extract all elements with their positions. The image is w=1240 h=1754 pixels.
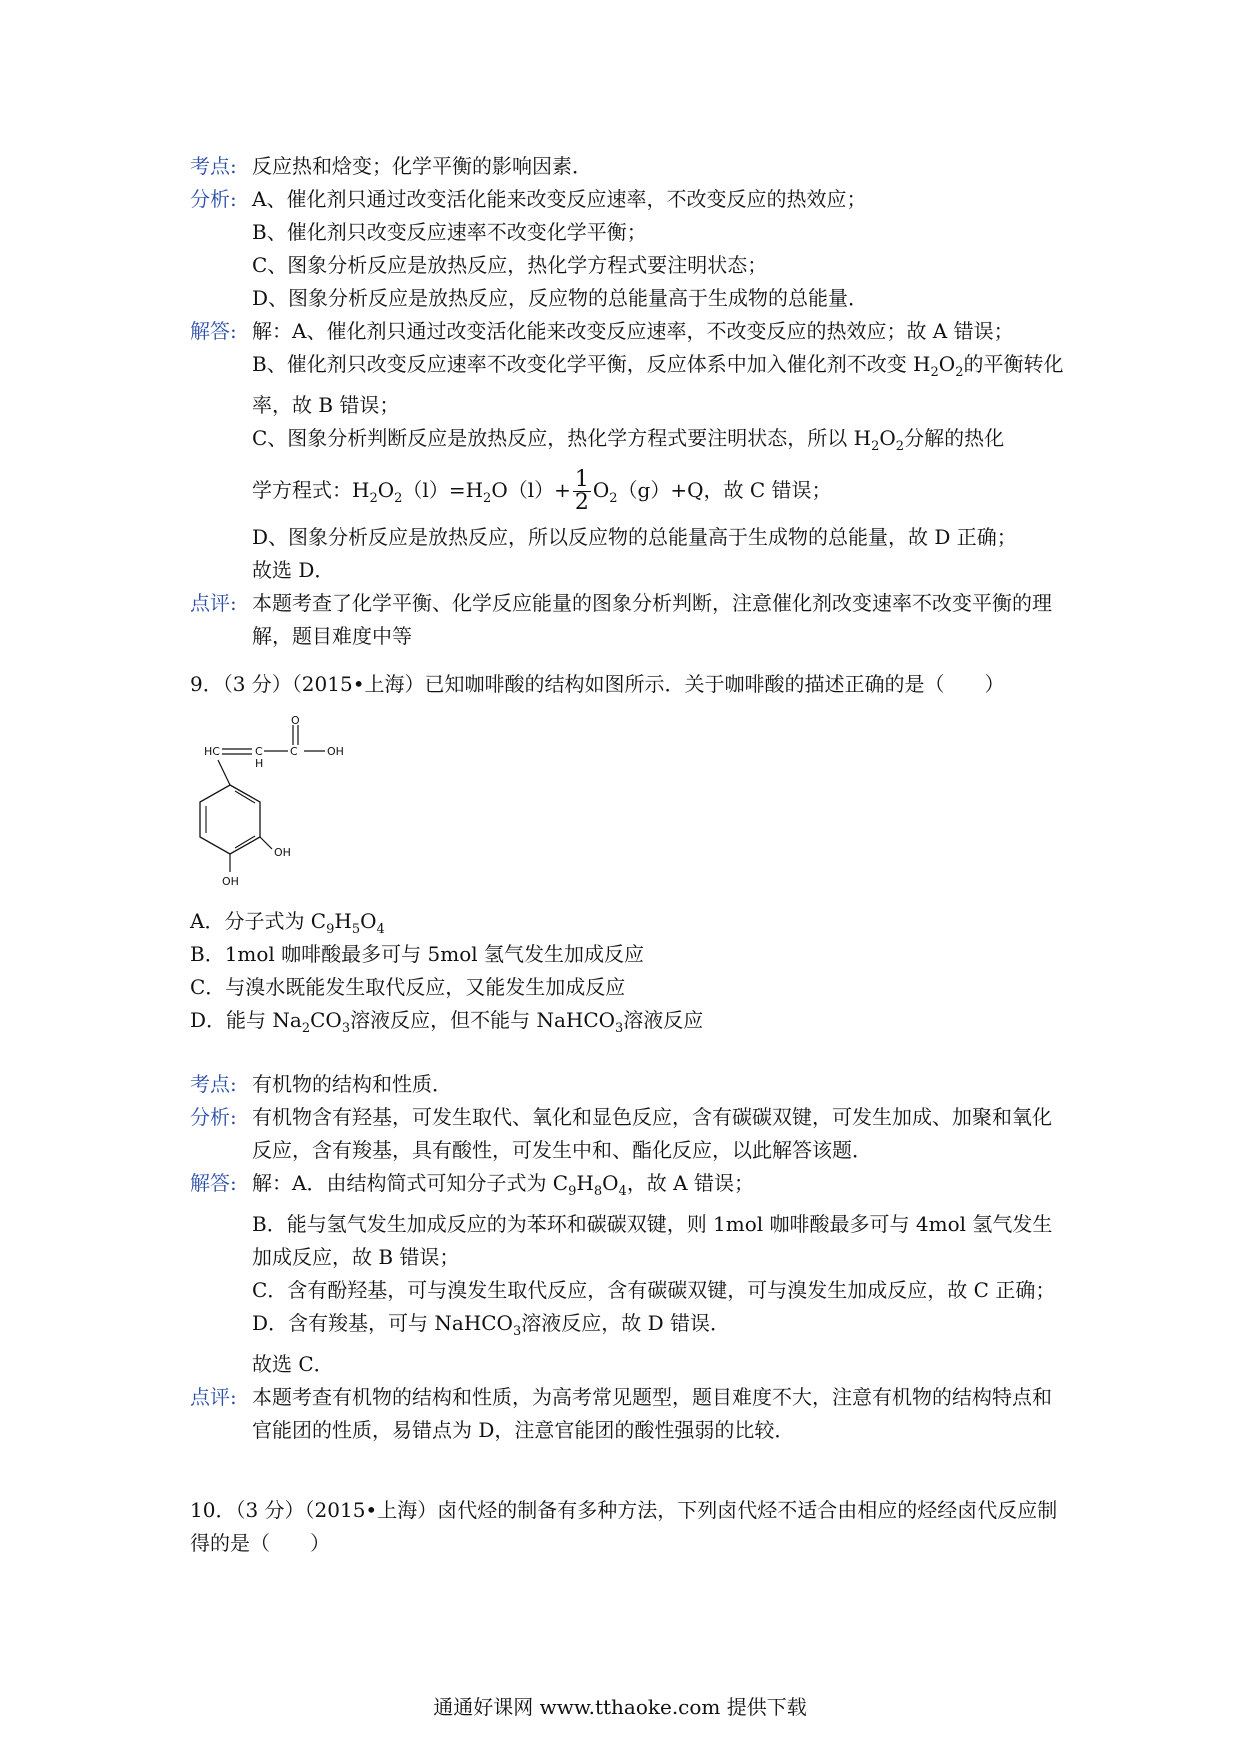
q8-fenxi (190, 183, 1070, 315)
atom-c: C (255, 745, 263, 758)
page-footer: 通通好课网 www.tthaoke.com 提供下载 (433, 1695, 807, 1719)
atom-oh-4: OH (222, 875, 239, 888)
one-half-fraction: $\frac{1}{2}$ (574, 467, 589, 515)
kaodian-label: 考点: (190, 154, 237, 178)
q8-explanation (190, 150, 1070, 653)
q9-option-a: A．分子式为 $C_9H_5O_4$ (190, 909, 385, 937)
fenxi-label: 分析: (190, 187, 237, 211)
atom-oh-3: OH (274, 846, 291, 859)
q8-kaodian (190, 150, 1070, 183)
atom-oh-acid: OH (327, 745, 344, 758)
q9-option-b: B．1mol 咖啡酸最多可与 5mol 氢气发生加成反应 (190, 942, 645, 966)
q8-jieda-a: 解：A、催化剂只通过改变活化能来改变反应速率，不改变反应的热效应；故 A 错误； (252, 319, 1014, 343)
q9-stem: 9．（3 分）（2015•上海）已知咖啡酸的结构如图所示．关于咖啡酸的描述正确的是（ ） (190, 672, 1005, 696)
q8-jieda-d: D、图象分析反应是放热反应，所以反应物的总能量高于生成物的总能量，故 D 正确； (252, 525, 1017, 549)
q8-jieda-b: B、催化剂只改变反应速率不改变化学平衡，反应体系中加入催化剂不改变 $H_2O_2$的平衡转化率，故 B 错误； (252, 352, 1064, 417)
q9-jieda (190, 1167, 1070, 1381)
q9-option-c: C．与溴水既能发生取代反应，又能发生加成反应 (190, 975, 626, 999)
jieda-label: 解答: (190, 1171, 237, 1195)
q9-kaodian (190, 1068, 1070, 1101)
q9-option-d: D．能与 $Na_2CO_3$溶液反应，但不能与 NaHCO$_3$溶液反应 (190, 1008, 704, 1036)
q9-jieda-a: 解：A．由结构简式可知分子式为 $C_9H_8O_4$，故 A 错误； (252, 1171, 754, 1199)
atom-h: H (255, 757, 264, 770)
atom-c2: C (290, 745, 298, 758)
q8-jieda-c: C、图象分析判断反应是放热反应，热化学方程式要注明状态，所以 $H_2O_2$分解的热化 (252, 426, 1005, 454)
q8-kaodian-text: 反应热和焓变；化学平衡的影响因素． (252, 154, 592, 178)
q8-fenxi-a: A、催化剂只通过改变活化能来改变反应速率，不改变反应的热效应； (252, 187, 867, 211)
kaodian-label: 考点: (190, 1072, 237, 1096)
q8-fenxi-d: D、图象分析反应是放热反应，反应物的总能量高于生成物的总能量． (252, 286, 869, 310)
q9-kaodian-text: 有机物的结构和性质． (252, 1072, 452, 1096)
fenxi-label: 分析: (190, 1105, 237, 1129)
jieda-label: 解答: (190, 319, 237, 343)
q9-fenxi (190, 1101, 1070, 1167)
q9-jieda-b: B．能与氢气发生加成反应的为苯环和碳碳双键，则 1mol 咖啡酸最多可与 4mol 氢气发生加成反应，故 B 错误； (252, 1212, 1053, 1269)
q8-jieda-conclusion: 故选 D． (252, 558, 335, 582)
q9-dianping (190, 1381, 1070, 1447)
q8-jieda-equation: 学方程式：$H_2O_2(l)=H_2O(l)+$ $\frac{1}{2}$ $O_2(g)+Q$，故 C 错误； (252, 467, 832, 515)
q9-explanation (190, 1068, 1070, 1447)
atom-hc: HC (204, 745, 220, 758)
atom-o: O (291, 715, 300, 727)
q8-dianping-text: 本题考查了化学平衡、化学反应能量的图象分析判断，注意催化剂改变速率不改变平衡的理解，题目难度中等 (252, 591, 1052, 648)
q9-fenxi-text: 有机物含有羟基，可发生取代、氧化和显色反应，含有碳碳双键，可发生加成、加聚和氧化反应，含有羧基，具有酸性，可发生中和、酯化反应，以此解答该题． (252, 1105, 1052, 1162)
q8-fenxi-b: B、催化剂只改变反应速率不改变化学平衡； (252, 220, 647, 244)
q8-dianping (190, 587, 1070, 653)
q9-jieda-conclusion: 故选 C． (252, 1352, 334, 1376)
caffeic-acid-structure (180, 715, 360, 890)
q9-jieda-c: C．含有酚羟基，可与溴发生取代反应，含有碳碳双键，可与溴发生加成反应，故 C 正确； (252, 1278, 1056, 1302)
dianping-label: 点评: (190, 1385, 237, 1409)
q8-jieda (190, 315, 1070, 587)
q10-stem: 10．（3 分）（2015•上海）卤代烃的制备有多种方法，下列卤代烃不适合由相应的烃经卤代反应制得的是（ ） (190, 1498, 1058, 1555)
q9-jieda-d: D．含有羧基，可与 NaHCO$_3$溶液反应，故 D 错误． (252, 1311, 730, 1339)
q9-dianping-text: 本题考查有机物的结构和性质，为高考常见题型，题目难度不大，注意有机物的结构特点和官能团的性质，易错点为 D，注意官能团的酸性强弱的比较． (252, 1385, 1052, 1442)
q8-fenxi-c: C、图象分析反应是放热反应，热化学方程式要注明状态； (252, 253, 768, 277)
dianping-label: 点评: (190, 591, 237, 615)
